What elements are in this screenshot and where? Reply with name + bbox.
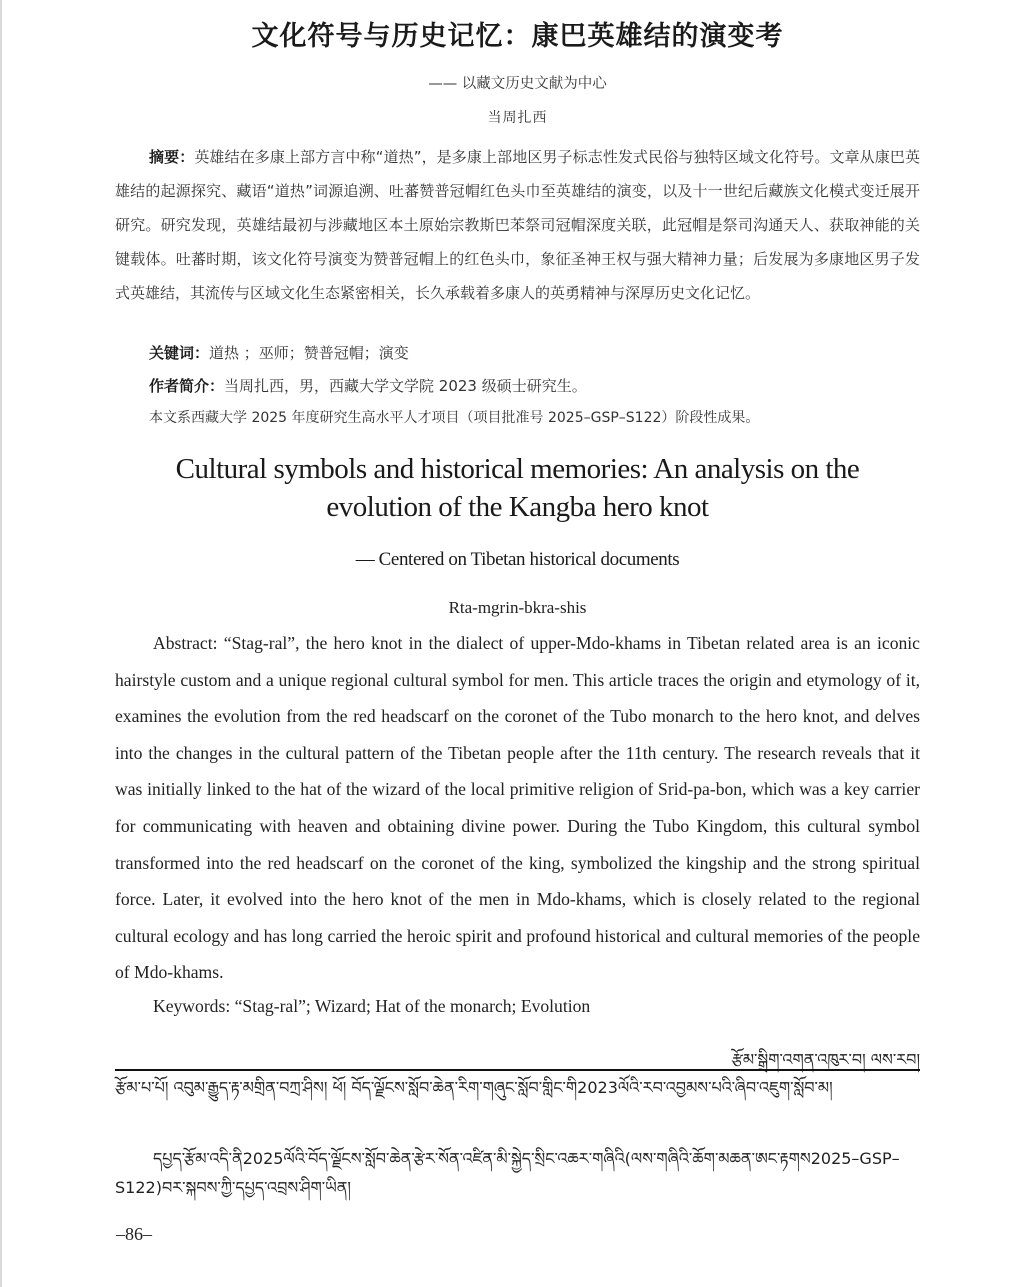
chinese-keywords-label: 关键词： — [149, 344, 210, 362]
page-number: –86– — [116, 1224, 152, 1244]
english-abstract-text: “Stag-ral”, the hero knot in the dialect of upper-Mdo-khams in Tibetan related area is an iconic hairstyle custom and a unique regional cultural symbol for men. This article traces the origin and etymology of it, examines the evolution from the red headscarf on the coronet of the Tubo monarch to the hero knot, and delves into the changes in the cultural pattern of the Tibetan people after the 11th century. The research reveals that it was initially linked to the hat of the wizard of the local primitive religion of Srid-pa-bon, which was a key carrier for communicating with heaven and obtaining divine power. During the Tubo Kingdom, this cultural symbol transformed into the red headscarf on the coronet of the king, symbolized the kingship and the strong spiritual force. Later, it evolved into the hero knot of the men in Mdo-khams, which is closely related to the regional cultural ecology and has long carried the heroic spirit and profound historical and cultural memories of the people of Mdo-khams. — [115, 633, 920, 983]
chinese-author: 当周扎西 — [487, 110, 548, 126]
english-author: Rta-mgrin-bkra-shis — [448, 598, 587, 617]
chinese-abstract-label: 摘要： — [149, 148, 195, 166]
english-title-line-1: Cultural symbols and historical memories: An analysis on the — [175, 453, 860, 485]
tibetan-author-bio: རྩོམ་པ་པོ། འབུམ་རྒྱུད་རྟ་མགྲིན་བཀྲ་ཤིས། ཕོ། བོད་ལྗོངས་སློབ་ཆེན་རིག་གཞུང་སློབ་གླིང་གི2023ལོའི་རབ་འབྱམས་པའི་ཞིབ་འཇུག་སློབ་མ། — [115, 1078, 833, 1097]
chinese-bio-text: 当周扎西，男，西藏大学文学院 2023 级硕士研究生。 — [224, 377, 587, 395]
english-abstract — [115, 625, 920, 991]
chinese-keywords-text: 道热 ；巫师；赞普冠帽；演变 — [209, 344, 409, 362]
tibetan-funding-note: དཔྱད་རྩོམ་འདི་ནི2025ལོའི་བོད་ལྗོངས་སློབ་ཆེན་རྩེར་སོན་འཛིན་མི་སྐྱེད་སྲིང་འཆར་གཞིའི(ལས་གཞིའི་ཆོག་མཆན་ཨང་རྟགས2025–GSP–S122)བར་སྐབས་ཀྱི་དཔྱད་འབྲས་ཤིག་ཡིན། — [115, 1149, 900, 1197]
chinese-bio-label: 作者简介： — [149, 377, 225, 395]
english-keywords-label: Keywords: — [153, 996, 231, 1016]
chinese-abstract-text: 英雄结在多康上部方言中称“道热”，是多康上部地区男子标志性发式民俗与独特区域文化符号。文章从康巴英雄结的起源探究、藏语“道热”词源追溯、吐蕃赞普冠帽红色头巾至英雄结的演变，以及十一世纪后藏族文化模式变迁展开研究。研究发现，英雄结最初与涉藏地区本土原始宗教斯巴苯祭司冠帽深度关联，此冠帽是祭司沟通天人、获取神能的关键载体。吐蕃时期，该文化符号演变为赞普冠帽上的红色头巾，象征圣神王权与强大精神力量；后发展为多康地区男子发式英雄结，其流传与区域文化生态紧密相关，长久承载着多康人的英勇精神与深厚历史文化记忆。 — [115, 148, 920, 302]
chinese-abstract — [115, 140, 920, 310]
english-title-line-2: evolution of the Kangba hero knot — [326, 491, 709, 523]
chinese-keywords — [115, 342, 920, 363]
chinese-subtitle: —— 以藏文历史文献为中心 — [428, 76, 607, 92]
tibetan-editor-credit: རྩོམ་སྒྲིག་འགན་འཁུར་བ། ལས་རབ། — [731, 1050, 920, 1069]
english-title — [115, 450, 920, 526]
footnote-divider — [115, 1069, 920, 1071]
journal-page — [2, 0, 1012, 1287]
english-subtitle: — Centered on Tibetan historical documents — [355, 549, 680, 570]
english-abstract-label: Abstract: — [153, 633, 218, 653]
chinese-author-bio — [115, 375, 920, 396]
english-keywords — [115, 996, 920, 1017]
chinese-title: 文化符号与历史记忆：康巴英雄结的演变考 — [251, 21, 784, 52]
english-keywords-text: “Stag-ral”; Wizard; Hat of the monarch; Evolution — [230, 996, 591, 1016]
chinese-funding-note: 本文系西藏大学 2025 年度研究生高水平人才项目（项目批准号 2025–GSP–S122）阶段性成果。 — [149, 410, 760, 426]
